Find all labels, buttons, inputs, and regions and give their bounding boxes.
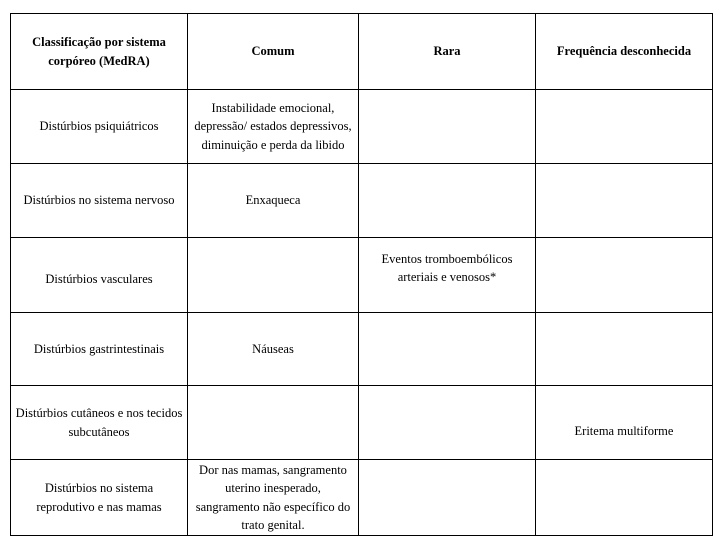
header-frequencia-desconhecida: Frequência desconhecida [536,14,713,90]
row-desconhecida-cell [536,460,713,536]
row-comum-cell: Enxaqueca [188,164,359,238]
table-row [11,386,713,460]
table-row [11,238,713,313]
row-system-cell: Distúrbios cutâneos e nos tecidos subcutâneos [11,386,188,460]
table-row [11,164,713,238]
row-system-cell: Distúrbios psiquiátricos [11,90,188,164]
row-comum-cell: Instabilidade emocional, depressão/ estados depressivos, diminuição e perda da libido [188,90,359,164]
row-rara-cell [359,313,536,386]
header-classification: Classificação por sistema corpóreo (MedRA) [11,14,188,90]
row-rara-cell [359,460,536,536]
row-rara-cell [359,386,536,460]
row-desconhecida-cell [536,313,713,386]
header-rara: Rara [359,14,536,90]
row-desconhecida-cell: Eritema multiforme [536,386,713,460]
row-comum-cell [188,386,359,460]
row-rara-cell: Eventos tromboembólicos arteriais e venosos* [359,238,536,313]
row-comum-cell: Dor nas mamas, sangramento uterino inesperado, sangramento não específico do trato genital. [188,460,359,536]
table-row [11,460,713,536]
adverse-reactions-table [10,13,713,536]
row-system-cell: Distúrbios no sistema nervoso [11,164,188,238]
table-row [11,90,713,164]
row-comum-cell [188,238,359,313]
row-desconhecida-cell [536,90,713,164]
row-system-cell: Distúrbios no sistema reprodutivo e nas mamas [11,460,188,536]
header-comum: Comum [188,14,359,90]
row-comum-cell: Náuseas [188,313,359,386]
row-desconhecida-cell [536,164,713,238]
row-system-cell: Distúrbios vasculares [11,238,188,313]
row-desconhecida-cell [536,238,713,313]
table-header-row [11,14,713,90]
row-rara-cell [359,164,536,238]
row-rara-cell [359,90,536,164]
row-system-cell: Distúrbios gastrintestinais [11,313,188,386]
table-row [11,313,713,386]
